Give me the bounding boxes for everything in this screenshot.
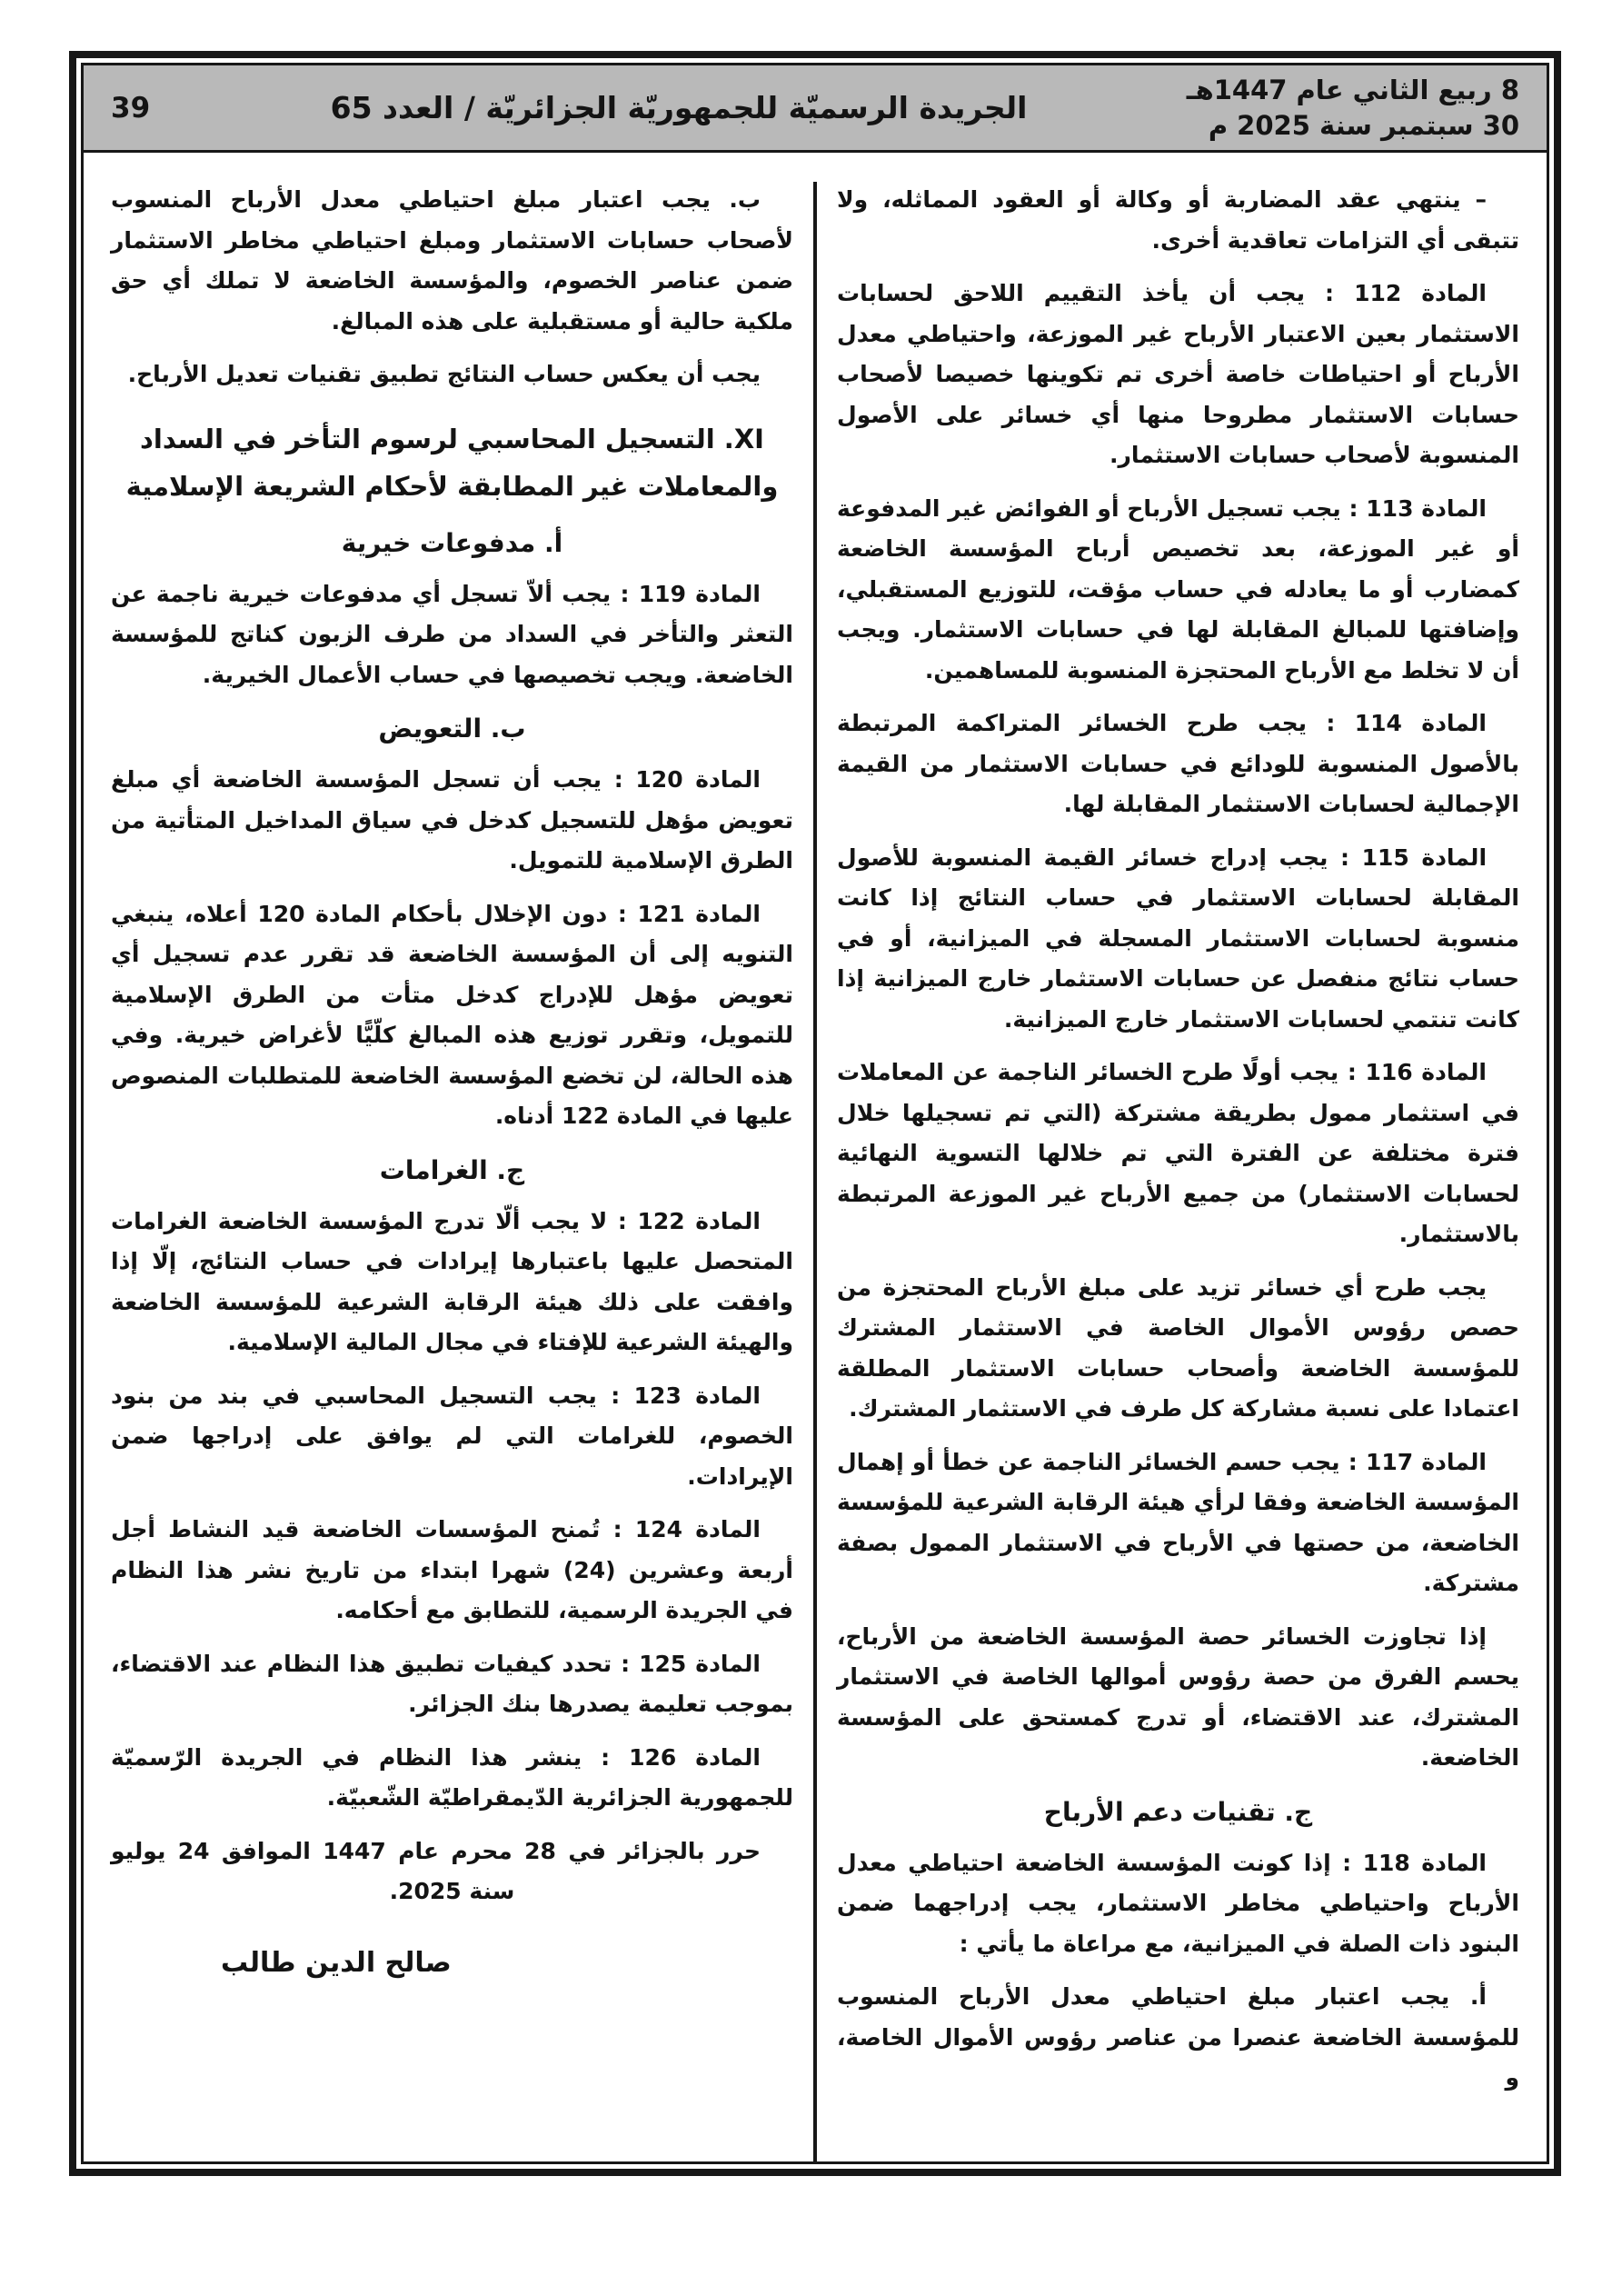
article-number-label: المادة 121 : (607, 900, 761, 927)
column-divider (813, 182, 817, 2161)
article-125: المادة 125 : تحدد كيفيات تطبيق هذا النظام عند الاقتضاء، بموجب تعليمة يصدرها بنك الجزائر. (111, 1650, 793, 1718)
article-number-label: المادة 126 : (582, 1743, 761, 1771)
continuation-item: – ينتهي عقد المضاربة أو وكالة أو العقود المماثله، ولا تتبقى أي التزامات تعاقدية أخرى. (837, 186, 1519, 254)
article-114: المادة 114 : يجب طرح الخسائر المتراكمة المرتبطة بالأصول المنسوبة للودائع في حسابات الاستثمار من القيمة الإجمالية لحسابات الاستثمار المقابلة لها. (837, 710, 1519, 817)
column-right (822, 180, 1534, 2161)
inner-frame (81, 63, 1549, 2164)
article-number-label: المادة 118 : (1330, 1849, 1487, 1876)
issue-dates (1129, 73, 1519, 143)
article-number-label: المادة 123 : (596, 1382, 761, 1409)
article-116: المادة 116 : يجب أولًا طرح الخسائر الناجمة عن المعاملات في استثمار ممول بطريقة مشتركة (التي تم تسجيلها خلال فترة مختلفة عن الفترة التي تم خلالها التسوية النهائية لحسابات الاستثمار) من جميع الأرباح غير الموزعة المرتبطة بالاستثمار. (837, 1059, 1519, 1247)
article-number-label: المادة 125 : (612, 1650, 761, 1677)
article-number-label: المادة 117 : (1339, 1448, 1487, 1475)
article-number-label: المادة 115 : (1328, 844, 1488, 871)
article-117: المادة 117 : يجب حسم الخسائر الناجمة عن خطأ أو إهمال المؤسسة الخاضعة وفقا لرأي هيئة الرقابة الشرعية للمؤسسة الخاضعة، من حصتها في الأرباح في الاستثمار الممول بصفة مشتركة. (837, 1448, 1519, 1596)
section-heading-profit-support: ج. تقنيات دعم الأرباح (1043, 1796, 1313, 1827)
gazette-title: الجريدة الرسميّة للجمهوريّة الجزائريّة / العدد 65 (330, 90, 1028, 125)
body-paragraph: يجب طرح أي خسائر تزيد على مبلغ الأرباح المحتجزة من حصص رؤوس الأموال الخاصة في الاستثمار المشترك للمؤسسة الخاضعة وأصحاب حسابات الاستثمار المطلقة اعتمادا على نسبة مشاركة كل طرف في الاستثمار المشترك. (837, 1273, 1519, 1422)
chapter-heading-xi: XI. التسجيل المحاسبي لرسوم التأخر في السداد والمعاملات غير المطابقة لأحكام الشريعة الإسلامية (125, 423, 779, 502)
article-113: المادة 113 : يجب تسجيل الأرباح أو الفوائض غير المدفوعة أو غير الموزعة، بعد تخصيص أرباح المؤسسة الخاضعة كمضارب أو ما يعادله في حساب مؤقت، للتوزيع المستقبلي، وإضافتها للمبالغ المقابلة لها في حسابات الاستثمار. ويجب أن لا تخلط مع الأرباح المحتجزة المنسوبة للمساهمين. (837, 494, 1519, 684)
article-121: المادة 121 : دون الإخلال بأحكام المادة 120 أعلاه، ينبغي التنويه إلى أن المؤسسة الخاضعة قد تقرر عدم تسجيل أي تعويض مؤهل للإدراج كدخل متأت من الطرق الإسلامية للتمويل، وتقرر توزيع هذه المبالغ كلّيًّا لأغراض خيرية. وفي هذه الحالة، لن تخضع المؤسسة الخاضعة للمتطلبات المنصوص عليها في المادة 122 أدناه. (111, 900, 793, 1130)
closing-date-line: حرر بالجزائر في 28 محرم عام 1447 الموافق 24 يوليو سنة 2025. (111, 1837, 761, 1905)
page-number: 39 (111, 91, 151, 125)
article-number-label: المادة 113 : (1340, 494, 1487, 522)
body-paragraph: يجب أن يعكس حساب النتائج تطبيق تقنيات تعديل الأرباح. (127, 361, 761, 387)
article-122: المادة 122 : لا يجب ألّا تدرج المؤسسة الخاضعة الغرامات المتحصل عليها باعتبارها إيرادات في حساب النتائج، إلّا إذا وافقت على ذلك هيئة الرقابة الشرعية للمؤسسة الخاضعة والهيئة الشرعية للإفتاء في مجال المالية الإسلامية. (111, 1207, 793, 1356)
page-frame (69, 51, 1561, 2176)
gregorian-date: 30 سبتمبر سنة 2025 م (1208, 109, 1519, 141)
article-112: المادة 112 : يجب أن يأخذ التقييم اللاحق لحسابات الاستثمار بعين الاعتبار الأرباح غير الموزعة، واحتياطي معدل الأرباح أو احتياطات خاصة أخرى تم تكوينها خصيصا لأصحاب حسابات الاستثمار مطروحا منها أي خسائر على الأصول المنسوبة لأصحاب حسابات الاستثمار. (837, 280, 1519, 468)
article-119: المادة 119 : يجب ألاّ تسجل أي مدفوعات خيرية ناجمة عن التعثر والتأخر في السداد من طرف الزبون كناتج للمؤسسة الخاضعة. ويجب تخصيصها في حساب الأعمال الخيرية. (111, 580, 793, 688)
section-heading-charitable-payments: أ. مدفوعات خيرية (341, 527, 563, 558)
hijri-date: 8 ربيع الثاني عام 1447هـ (1186, 75, 1519, 106)
article-number-label: المادة 114 : (1307, 710, 1488, 736)
section-heading-fines: ج. الغرامات (379, 1154, 525, 1185)
article-number-label: المادة 122 : (607, 1207, 761, 1234)
body-paragraph: إذا تجاوزت الخسائر حصة المؤسسة الخاضعة من الأرباح، يحسم الفرق من حصة رؤوس أموالها الخاصة في الاستثمار المشترك، عند الاقتضاء، أو تدرج كمستحق على المؤسسة الخاضعة. (837, 1622, 1519, 1771)
article-123: المادة 123 : يجب التسجيل المحاسبي في بند من بنود الخصوم، للغرامات التي لم يوافق على إدراجها ضمن الإيرادات. (111, 1382, 793, 1490)
article-115: المادة 115 : يجب إدراج خسائر القيمة المنسوبة للأصول المقابلة لحسابات الاستثمار في حساب النتائج إذا كانت منسوبة لحسابات الاستثمار المسجلة في الميزانية، أو في حساب نتائج منفصل عن حسابات الاستثمار خارج الميزانية إذا كانت تنتمي لحسابات الاستثمار خارج الميزانية. (837, 844, 1519, 1033)
article-120: المادة 120 : يجب أن تسجل المؤسسة الخاضعة أي مبلغ تعويض مؤهل للتسجيل كدخل في سياق المداخيل المتأتية من الطرق الإسلامية للتمويل. (111, 766, 793, 874)
article-number-label: المادة 112 : (1305, 280, 1487, 306)
article-number-label: المادة 119 : (611, 580, 761, 607)
page-header (84, 65, 1547, 153)
article-118: المادة 118 : إذا كونت المؤسسة الخاضعة احتياطي معدل الأرباح واحتياطي مخاطر الاستثمار، يجب إدراجهما ضمن البنود ذات الصلة في الميزانية، مع مراعاة ما يأتي : (837, 1849, 1519, 1957)
column-left (96, 180, 808, 2161)
article-number-label: المادة 124 : (600, 1516, 761, 1543)
article-number-label: المادة 116 : (1338, 1059, 1487, 1085)
item-b: ب. يجب اعتبار مبلغ احتياطي معدل الأرباح المنسوب لأصحاب حسابات الاستثمار ومبلغ احتياطي مخاطر الاستثمار ضمن عناصر الخصوم، والمؤسسة الخاضعة لا تملك أي حق ملكية حالية أو مستقبلية على هذه المبالغ. (111, 186, 793, 334)
signature-name: صالح الدين طالب (220, 1946, 452, 1979)
page-body (84, 153, 1547, 2161)
article-number-label: المادة 120 : (601, 766, 761, 794)
section-heading-compensation: ب. التعويض (378, 714, 526, 744)
article-124: المادة 124 : تُمنح المؤسسات الخاضعة قيد النشاط أجل أربعة وعشرين (24) شهرا ابتداء من تاريخ نشر هذا النظام في الجريدة الرسمية، للتطابق مع أحكامه. (111, 1516, 793, 1624)
item-a: أ. يجب اعتبار مبلغ احتياطي معدل الأرباح المنسوب للمؤسسة الخاضعة عنصرا من عناصر رؤوس الأموال الخاصة، و (837, 1983, 1519, 2091)
article-126: المادة 126 : ينشر هذا النظام في الجريدة الرّسميّة للجمهورية الجزائرية الدّيمقراطيّة الشّعبيّة. (111, 1743, 793, 1812)
